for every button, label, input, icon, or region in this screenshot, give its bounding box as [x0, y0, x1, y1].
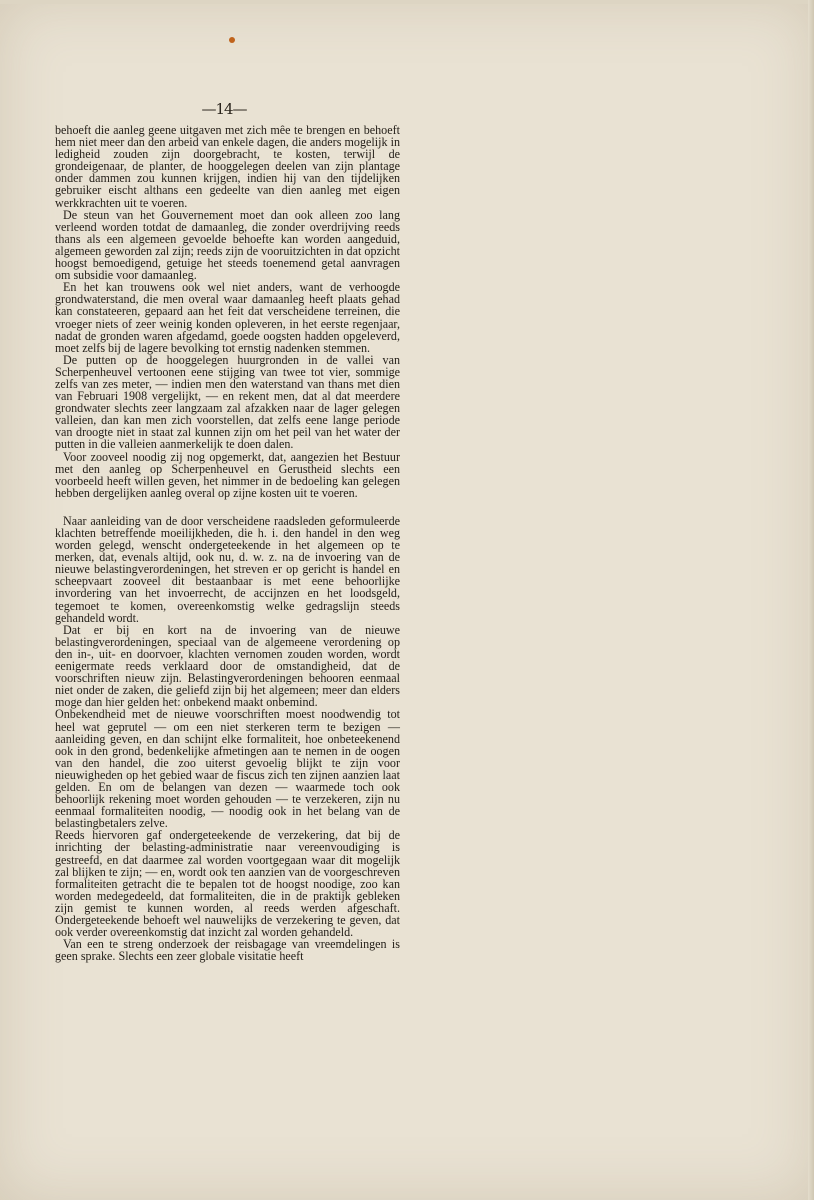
- paragraph: De steun van het Gouvernement moet dan ook alleen zoo lang verleend worden totdat de damaanleg, die zonder overdrijving reeds thans als een algemeen gevoelde behoefte kan worden aangeduid, algemeen geworden zal zijn; reeds zijn de vooruitzichten in dat opzicht hoogst bemoedigend, getuige het steeds toenemend getal aanvragen om subsidie voor damaanleg.: [55, 207, 400, 283]
- paragraph: Voor zooveel noodig zij nog opgemerkt, dat, aangezien het Bestuur met den aanleg op Scherpenheuvel en Gerustheid slechts een voorbeeld heeft willen geven, het nimmer in de bedoeling kan gelegen hebben dergelijken aanleg overal op zijne kosten uit te voeren.: [55, 449, 400, 500]
- paragraph: De putten op de hooggelegen huurgronden in de vallei van Scherpenheuvel vertoonen eene stijging van twee tot vier, sommige zelfs van zes meter, — indien men den waterstand van thans met dien van Februari 1908 vergelijkt, — en rekent men, dat al dat meerdere grondwater slechts zeer langzaam zal afzakken naar de lager gelegen valleien, dan kan men zich voorstellen, dat zelfs eene lange periode van droogte niet in staat zal kunnen zijn om het peil van het water der putten in die valleien aanmerkelijk te doen dalen.: [55, 352, 400, 452]
- paragraph: Naar aanleiding van de door verscheidene raadsleden geformuleerde klachten betreffende moeilijkheden, die h. i. den handel in den weg worden gelegd, wenscht ondergeteekende in het algemeen op te merken, dat, evenals altijd, ook nu, d. w. z. na de invoering van de nieuwe belastingverordeningen, het streven er op gericht is handel en scheepvaart zooveel dit bestaanbaar is met eene behoorlijke invordering van het invoerrecht, de accijnzen en het loodsgeld, tegemoet te komen, overeenkomstig welke gedragslijn steeds gehandeld wordt.: [55, 513, 400, 625]
- paper-speck: [229, 37, 235, 43]
- paragraph: Dat er bij en kort na de invoering van de nieuwe belastingverordeningen, speciaal van de algemeene verordening op den in-, uit- en doorvoer, klachten vernomen zouden worden, wordt eenigermate reeds verklaard door de omstandigheid, dat de voorschriften nieuw zijn. Belastingverordeningen behooren eenmaal niet onder de zaken, die geliefd zijn bij het algemeen; meer dan elders moge dan hier gelden het: onbekend maakt onbemind.: [55, 622, 400, 710]
- page-right-edge: [808, 0, 814, 1200]
- paragraph: En het kan trouwens ook wel niet anders, want de verhoogde grondwaterstand, die men overal waar damaanleg heeft plaats gehad kan constateeren, gepaard aan het feit dat verscheidene terreinen, die vroeger niets of zeer weinig konden opleveren, in het eerste regenjaar, nadat de gronden waren afgedamd, goede oogsten hadden opgeleverd, moet zelfs bij de lagere bevolking tot ernstig nadenken stemmen.: [55, 280, 400, 355]
- page-top-edge: [0, 0, 814, 4]
- paragraph: behoeft die aanleg geene uitgaven met zich mêe te brengen en behoeft hem niet meer dan den arbeid van enkele dagen, die anders mogelijk in ledigheid zouden zijn doorgebracht, te kosten, terwijl de grondeigenaar, de planter, de hooggelegen deelen van zijn plantage onder dammen zou kunnen krijgen, indien hij van den tijdelijken gebruiker eischt althans een gedeelte van dien aanleg met eigen werkkrachten uit te voeren.: [55, 123, 400, 210]
- body-text: [55, 124, 400, 962]
- paragraph: Onbekendheid met de nieuwe voorschriften moest noodwendig tot heel wat geprutel — om een niet sterkeren term te bezigen — aanleiding geven, en dan schijnt elke formaliteit, hoe onbeteekenend ook in den grond, bedenkelijke afmetingen aan te nemen in de oogen van den handel, die zoo uiterst gevoelig blijkt te zijn voor nieuwigheden op het gebied waar de fiscus zich ten zijnen aanzien laat gelden. En om de belangen van dezen — waarmede toch ook behoorlijk rekening moet worden gehouden — te verzekeren, zijn nu eenmaal formaliteiten noodig, — noodig ook in het belang van de belastingbetalers zelve.: [55, 707, 400, 831]
- paragraph: Reeds hiervoren gaf ondergeteekende de verzekering, dat bij de inrichting der belasting-administratie naar vereenvoudiging is gestreefd, en dat daarmee zal worden voortgegaan waar dit mogelijk zal blijken te zijn; — en, wordt ook ten aanzien van de voorgeschreven formaliteiten getracht die te bepalen tot de hoogst noodige, zoo kan worden medegedeeld, dat formaliteiten, die in de praktijk gebleken zijn gemist te kunnen worden, al reeds werden afgeschaft. Ondergeteekende behoeft wel nauwelijks de verzekering te geven, dat ook verder overeenkomstig dat inzicht zal worden gehandeld.: [55, 828, 400, 940]
- page-number: —14—: [201, 100, 247, 118]
- paragraph: Van een te streng onderzoek der reisbagage van vreemdelingen is geen sprake. Slechts een zeer globale visitatie heeft: [55, 937, 400, 964]
- section-gap: [55, 499, 400, 515]
